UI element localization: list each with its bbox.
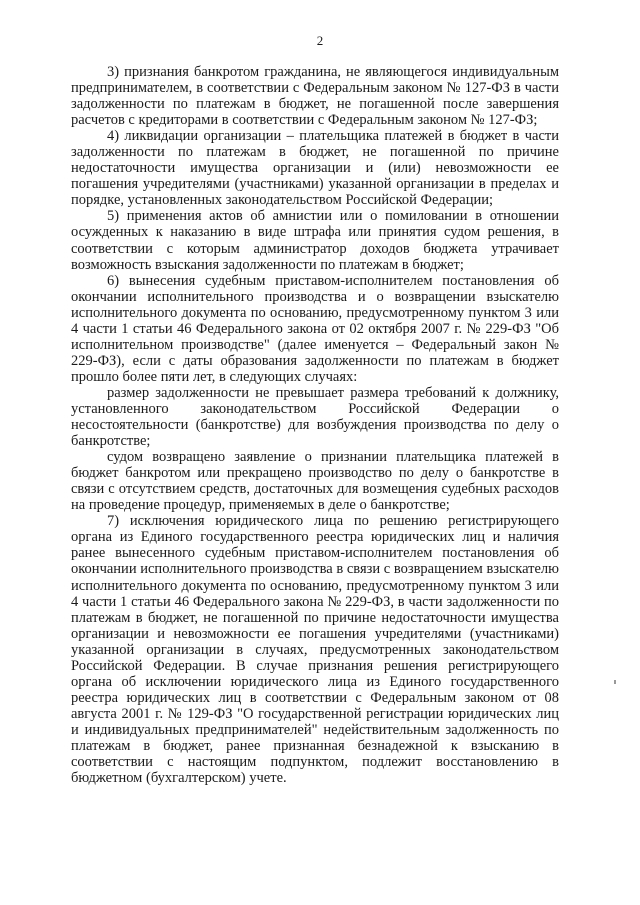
paragraph-item-5: 5) применения актов об амнистии или о помиловании в отношении осужденных к наказанию в виде штрафа или принятия судом решения, в соответствии с которым администратор доходов бюджета утрачивает возможность взыскания задолженности по платежам в бюджет; xyxy=(71,208,559,273)
document-body xyxy=(71,64,559,786)
paragraph-item-6: 6) вынесения судебным приставом-исполнителем постановления об окончании исполнительного производства и о возвращении взыскателю исполнительного документа по основанию, предусмотренному пунктом 3 или 4 части 1 статьи 46 Федерального закона от 02 октября 2007 г. № 229-ФЗ "Об исполнительном производстве" (далее именуется – Федеральный закон № 229-ФЗ), если с даты образования задолженности по платежам в бюджет прошло более пяти лет, в следующих случаях: xyxy=(71,272,559,385)
page-number: 2 xyxy=(316,33,324,48)
paragraph-case-debt-size: размер задолженности не превышает размера требований к должнику, установленного законодательством Российской Федерации о несостоятельности (банкротстве) для возбуждения производства по делу о банкротстве; xyxy=(71,384,559,450)
paragraph-item-4: 4) ликвидации организации – плательщика платежей в бюджет в части задолженности по платежам в бюджет, не погашенной по причине недостаточности имущества организации и (или) невозможности ее погашения учредителями (участниками) указанной организации в пределах и порядке, установленных законодательством Российской Федерации; xyxy=(71,128,559,209)
paragraph-item-3: 3) признания банкротом гражданина, не являющегося индивидуальным предпринимателем, в соответствии с Федеральным законом № 127-ФЗ в части задолженности по платежам в бюджет, не погашенной после завершения расчетов с кредиторами в соответствии с Федеральным законом № 127-ФЗ; xyxy=(71,64,559,129)
paragraph-item-7: 7) исключения юридического лица по решению регистрирующего органа из Единого государственного реестра юридических лиц и наличия ранее вынесенного судебным приставом-исполнителем постановления об окончании исполнительного производства в связи с возвращением взыскателю исполнительного документа по основанию, предусмотренному пунктом 3 или 4 части 1 статьи 46 Федерального закона № 229-ФЗ, в части задолженности по платежам в бюджет, не погашенной по причине недостаточности имущества организации и невозможности ее погашения учредителями (участниками) указанной организации в случаях, предусмотренных законодательством Российской Федерации. В случае признания решения регистрирующего органа об исключении юридического лица из Единого государственного реестра юридических лиц в соответствии с Федеральным законом от 08 августа 2001 г. № 129-ФЗ "О государственной регистрации юридических лиц и индивидуальных предпринимателей" недействительным задолженность по платежам в бюджет, ранее признанная безнадежной к взысканию в соответствии с настоящим подпунктом, подлежит восстановлению в бюджетном (бухгалтерском) учете. xyxy=(71,513,559,787)
paragraph-case-court-return: судом возвращено заявление о признании плательщика платежей в бюджет банкротом или прекращено производство по делу о банкротстве в связи с отсутствием средств, достаточных для возмещения судебных расходов на проведение процедур, применяемых в деле о банкротстве; xyxy=(71,449,559,514)
scan-margin-mark xyxy=(614,680,616,684)
